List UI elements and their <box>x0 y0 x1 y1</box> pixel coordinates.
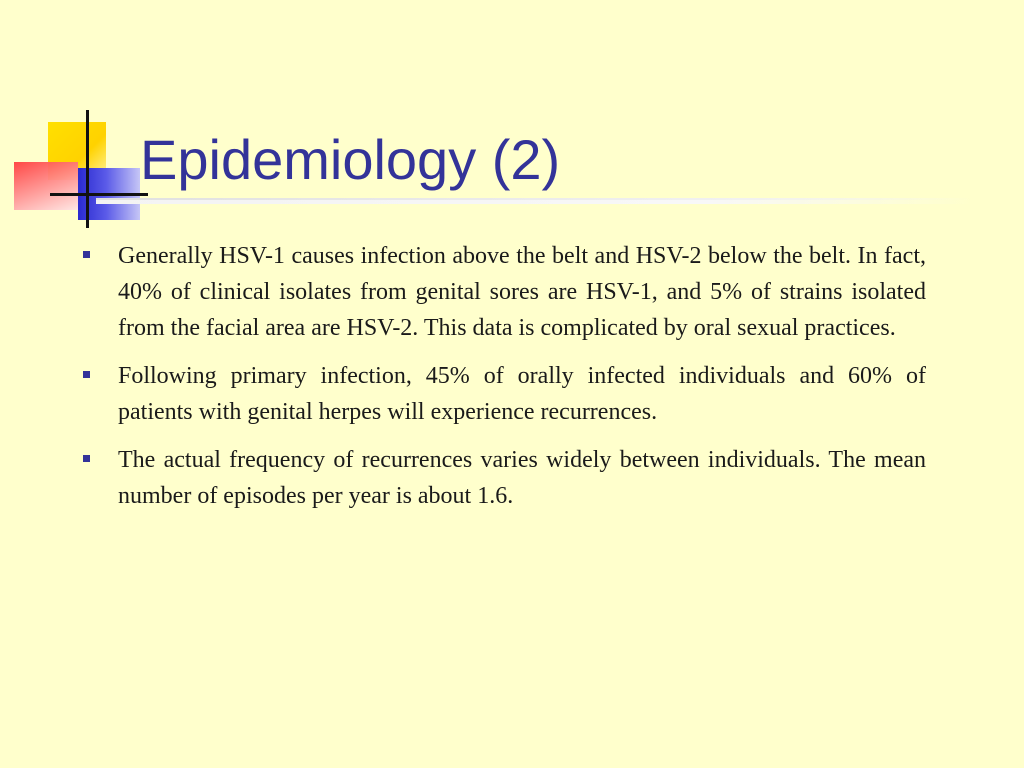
bullet-text: Following primary infection, 45% of orally infected individuals and 60% of patients with genital herpes will experience recurrences. <box>118 363 926 425</box>
horizontal-line-decoration <box>50 193 148 196</box>
vertical-line-decoration <box>86 110 89 228</box>
square-bullet-icon <box>83 371 90 378</box>
bullet-item <box>80 358 940 430</box>
bullet-item <box>80 442 940 514</box>
slide-title: Epidemiology (2) <box>140 128 561 191</box>
square-bullet-icon <box>83 455 90 462</box>
red-square-decoration <box>14 162 78 210</box>
title-underline-accent <box>96 198 972 200</box>
bullet-text: The actual frequency of recurrences varies widely between individuals. The mean number of episodes per year is about 1.6. <box>118 447 926 509</box>
slide-content <box>80 238 940 698</box>
bullet-list <box>80 238 940 514</box>
bullet-text: Generally HSV-1 causes infection above the belt and HSV-2 below the belt. In fact, 40% of clinical isolates from genital sores are HSV-1, and 5% of strains isolated from the facial area are HSV-2. This data is complicated by oral sexual practices. <box>118 243 926 341</box>
bullet-item <box>80 238 940 346</box>
square-bullet-icon <box>83 251 90 258</box>
color-squares-decoration <box>0 0 160 240</box>
